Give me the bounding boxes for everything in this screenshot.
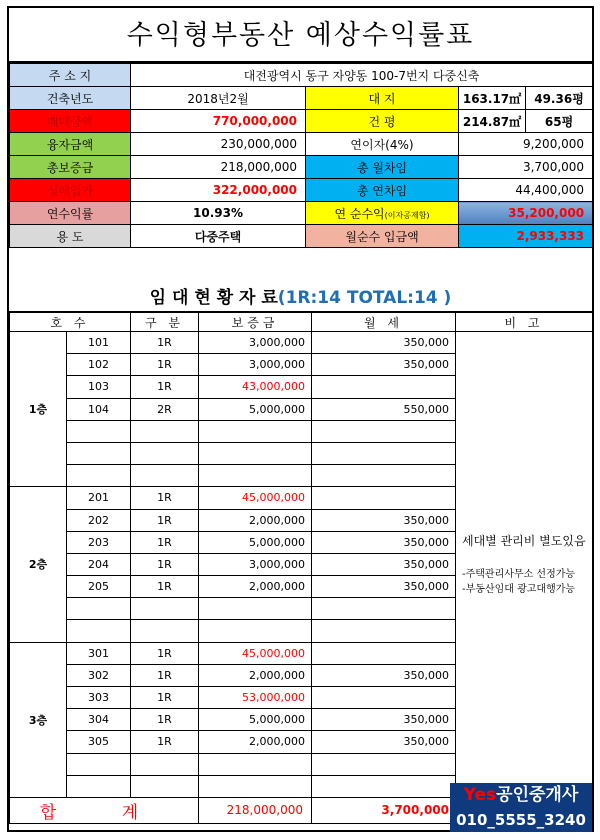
room-number: 101 [67, 332, 131, 354]
remark-sub-2: -부동산임대 광고대행가능 [462, 583, 576, 595]
deposit-value: 218,000,000 [131, 156, 306, 179]
total-label: 합 계 [10, 797, 199, 823]
room-number [67, 465, 131, 487]
monthly-net-label: 월순수 입금액 [306, 225, 459, 248]
room-type [131, 775, 199, 797]
room-number: 301 [67, 642, 131, 664]
room-number: 205 [67, 576, 131, 598]
room-number [67, 620, 131, 642]
room-number: 104 [67, 398, 131, 420]
room-number [67, 775, 131, 797]
room-deposit: 3,000,000 [199, 332, 312, 354]
room-type: 1R [131, 332, 199, 354]
sheet-title: 수익형부동산 예상수익률표 [9, 8, 592, 63]
yield-label: 연수익률 [10, 202, 131, 225]
floor-label: 1층 [10, 332, 67, 487]
lease-table [9, 312, 593, 824]
actual-label: 실매입가 [10, 179, 131, 202]
room-type: 1R [131, 642, 199, 664]
room-type: 1R [131, 531, 199, 553]
room-number: 303 [67, 687, 131, 709]
room-deposit: 2,000,000 [199, 664, 312, 686]
header-deposit: 보증금 [199, 313, 312, 332]
building-py: 65평 [526, 110, 593, 133]
room-type: 1R [131, 509, 199, 531]
room-number [67, 598, 131, 620]
room-rent [312, 420, 456, 442]
deposit-label: 총보증금 [10, 156, 131, 179]
yearly-value: 44,400,000 [459, 179, 593, 202]
broker-name [450, 783, 592, 808]
room-number: 305 [67, 731, 131, 753]
room-number: 103 [67, 376, 131, 398]
header-remark: 비 고 [456, 313, 593, 332]
room-rent [312, 642, 456, 664]
lease-header-row [10, 313, 593, 332]
room-rent: 350,000 [312, 709, 456, 731]
room-rent: 350,000 [312, 332, 456, 354]
room-deposit: 3,000,000 [199, 354, 312, 376]
interest-value: 9,200,000 [459, 133, 593, 156]
land-py: 49.36평 [526, 87, 593, 110]
net-label-note: (이자공제함) [384, 210, 430, 220]
room-rent: 350,000 [312, 576, 456, 598]
room-type [131, 420, 199, 442]
remark-cell [456, 332, 593, 798]
room-type: 1R [131, 376, 199, 398]
room-deposit [199, 442, 312, 464]
room-number: 102 [67, 354, 131, 376]
loan-label: 융자금액 [10, 133, 131, 156]
room-deposit: 5,000,000 [199, 531, 312, 553]
monthly-value: 3,700,000 [459, 156, 593, 179]
use-value: 다중주택 [131, 225, 306, 248]
room-rent [312, 487, 456, 509]
lease-title-note: (1R:14 TOTAL:14 ) [277, 288, 452, 308]
remark-main: 세대별 관리비 별도있음 [462, 533, 586, 548]
actual-value: 322,000,000 [131, 179, 306, 202]
room-deposit [199, 775, 312, 797]
room-type: 1R [131, 731, 199, 753]
building-m2: 214.87㎡ [459, 110, 526, 133]
room-deposit: 45,000,000 [199, 642, 312, 664]
room-type: 1R [131, 664, 199, 686]
room-type: 1R [131, 553, 199, 575]
yield-value: 10.93% [131, 202, 306, 225]
header-type: 구 분 [131, 313, 199, 332]
net-label-text: 연 순수익 [334, 206, 385, 221]
room-rent: 350,000 [312, 664, 456, 686]
monthly-label: 총 월차임 [306, 156, 459, 179]
loan-value: 230,000,000 [131, 133, 306, 156]
room-number: 302 [67, 664, 131, 686]
room-deposit: 43,000,000 [199, 376, 312, 398]
room-deposit: 5,000,000 [199, 709, 312, 731]
room-deposit: 3,000,000 [199, 553, 312, 575]
room-number: 304 [67, 709, 131, 731]
room-type: 1R [131, 487, 199, 509]
room-type: 2R [131, 398, 199, 420]
broker-yes: Yes [463, 785, 497, 805]
room-type: 1R [131, 687, 199, 709]
room-rent [312, 465, 456, 487]
address-label: 주 소 지 [10, 64, 131, 87]
room-rent [312, 620, 456, 642]
sale-value: 770,000,000 [131, 110, 306, 133]
room-deposit: 2,000,000 [199, 576, 312, 598]
floor-label: 3층 [10, 642, 67, 797]
floor-label: 2층 [10, 487, 67, 642]
room-deposit [199, 620, 312, 642]
room-number [67, 442, 131, 464]
room-rent: 350,000 [312, 531, 456, 553]
header-rent: 월 세 [312, 313, 456, 332]
room-type [131, 753, 199, 775]
room-number: 203 [67, 531, 131, 553]
year-label: 건축년도 [10, 87, 131, 110]
room-deposit: 5,000,000 [199, 398, 312, 420]
building-label: 건 평 [306, 110, 459, 133]
broker-title: 공인중개사 [496, 785, 579, 805]
room-rent [312, 775, 456, 797]
room-deposit [199, 420, 312, 442]
room-type: 1R [131, 354, 199, 376]
interest-label: 연이자(4%) [306, 133, 459, 156]
room-rent [312, 687, 456, 709]
total-rent: 3,700,000 [312, 797, 456, 823]
remark-sub-1: -주택관리사무소 선정가능 [462, 568, 576, 580]
room-number: 201 [67, 487, 131, 509]
room-type: 1R [131, 709, 199, 731]
room-deposit [199, 753, 312, 775]
room-type [131, 465, 199, 487]
room-number: 202 [67, 509, 131, 531]
room-rent [312, 442, 456, 464]
lease-title-text: 임 대 현 황 자 료 [149, 288, 278, 308]
address-value: 대전광역시 동구 자양동 100-7번지 다중신축 [131, 64, 593, 87]
room-rent [312, 598, 456, 620]
room-deposit [199, 598, 312, 620]
room-deposit [199, 465, 312, 487]
room-rent: 550,000 [312, 398, 456, 420]
land-label: 대 지 [306, 87, 459, 110]
room-type [131, 620, 199, 642]
year-value: 2018년2월 [131, 87, 306, 110]
room-deposit: 45,000,000 [199, 487, 312, 509]
net-label [306, 202, 459, 225]
room-deposit: 2,000,000 [199, 731, 312, 753]
room-rent: 350,000 [312, 509, 456, 531]
room-type: 1R [131, 576, 199, 598]
room-rent: 350,000 [312, 553, 456, 575]
room-deposit: 53,000,000 [199, 687, 312, 709]
land-m2: 163.17㎡ [459, 87, 526, 110]
room-type [131, 598, 199, 620]
room-number [67, 753, 131, 775]
use-label: 용 도 [10, 225, 131, 248]
total-deposit: 218,000,000 [199, 797, 312, 823]
monthly-net-value: 2,933,333 [459, 225, 593, 248]
room-rent: 350,000 [312, 731, 456, 753]
room-rent [312, 753, 456, 775]
room-number [67, 420, 131, 442]
property-info-table [9, 63, 593, 248]
room-deposit: 2,000,000 [199, 509, 312, 531]
room-rent: 350,000 [312, 354, 456, 376]
net-value: 35,200,000 [459, 202, 593, 225]
lease-title [9, 284, 592, 312]
broker-phone: 010_5555_3240 [450, 808, 592, 832]
table-row [10, 332, 593, 354]
room-number: 204 [67, 553, 131, 575]
yearly-label: 총 연차임 [306, 179, 459, 202]
header-room: 호 수 [10, 313, 131, 332]
room-type [131, 442, 199, 464]
sale-label: 매매금액 [10, 110, 131, 133]
room-rent [312, 376, 456, 398]
